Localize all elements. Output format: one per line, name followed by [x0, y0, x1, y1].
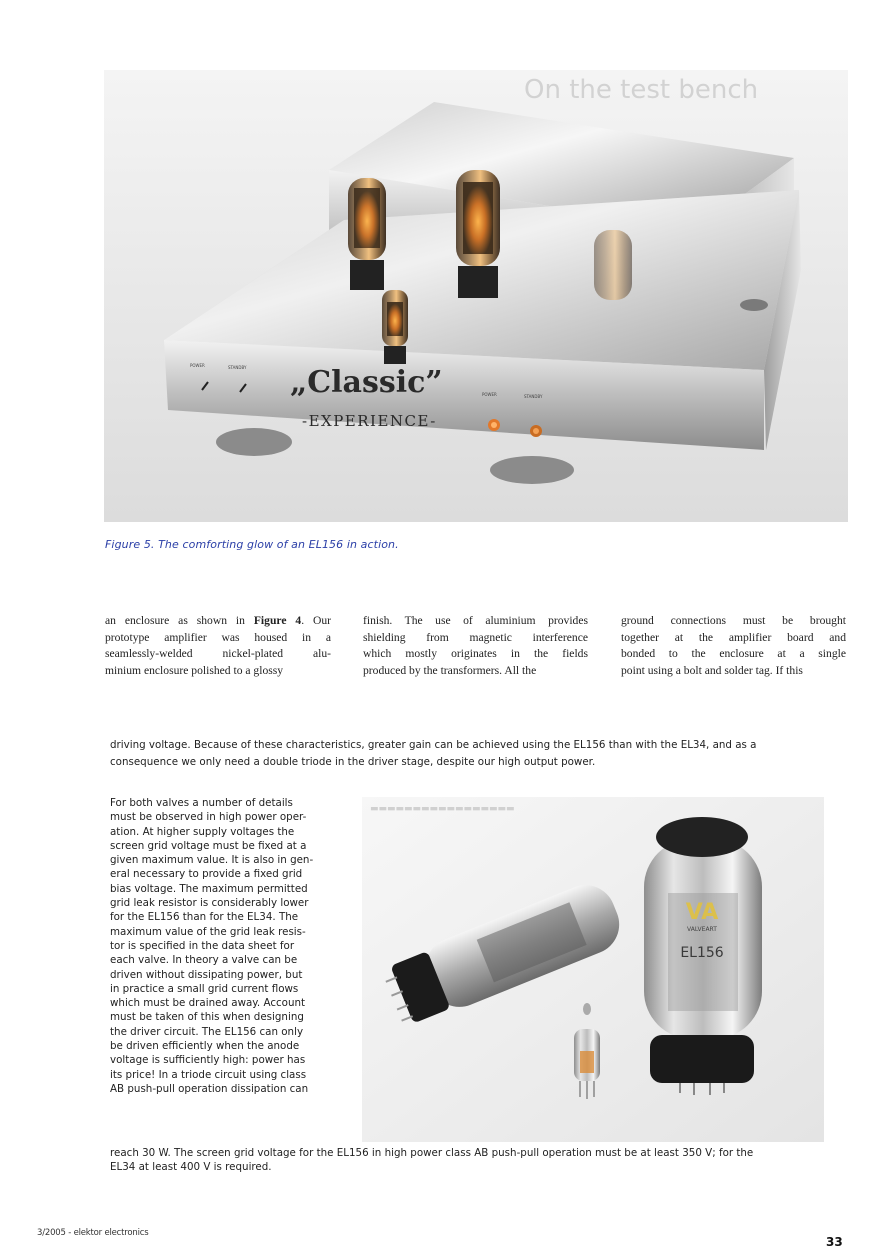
- text-line: driving voltage. Because of these characteristics, greater gain can be achieved using the EL156 than with the EL34, and as a: [110, 739, 757, 751]
- text-line: given maximum value. It is also in gen-: [110, 854, 314, 867]
- figure-5-caption: Figure 5. The comforting glow of an EL156 in action.: [105, 538, 399, 551]
- standby-label: STANDBY: [228, 365, 247, 370]
- text-line: be driven efficiently when the anode: [110, 1040, 300, 1053]
- text-line: an enclosure as shown in Figure 4. Our: [105, 614, 332, 627]
- text-line: AB push-pull operation dissipation can: [110, 1082, 309, 1095]
- text-line: EL34 at least 400 V is required.: [110, 1161, 272, 1174]
- issue-footer: 3/2005 - elektor electronics: [37, 1228, 149, 1238]
- text-line: must be taken of this when designing: [110, 1011, 304, 1024]
- svg-text:POWER: POWER: [482, 392, 497, 397]
- text-line: in practice a small grid current flows: [110, 982, 299, 995]
- text-line: produced by the transformers. All the: [363, 663, 537, 677]
- text-line: shielding from magnetic interference: [363, 630, 588, 644]
- text-line: finish. The use of aluminium provides: [363, 614, 588, 627]
- valve-type-label: EL156: [680, 945, 724, 961]
- text-line: For both valves a number of details: [110, 797, 293, 809]
- text-column-2: [363, 613, 588, 679]
- text-line: each valve. In theory a valve can be: [110, 954, 298, 967]
- text-line: for the EL156 than for the EL34. The: [110, 911, 299, 924]
- text-line: must be observed in high power oper-: [110, 811, 307, 824]
- text-line: grid leak resistor is considerably lower: [110, 897, 309, 910]
- text-column-3: [621, 613, 846, 679]
- figure-reference: Figure 4: [253, 614, 302, 627]
- text-line: reach 30 W. The screen grid voltage for the EL156 in high power class AB push-pull operation must be at least 350 V; for the: [110, 1147, 754, 1159]
- brand-experience: -EXPERIENCE-: [302, 412, 437, 430]
- screen-grid-paragraph: [110, 1146, 830, 1175]
- svg-text:On the test bench: On the test bench: [524, 75, 759, 105]
- text-line: seamlessly-welded nickel-plated alu-: [105, 647, 331, 661]
- text-line: tor is specified in the data sheet for: [110, 939, 295, 952]
- text-line: voltage is sufficiently high: power has: [110, 1054, 306, 1067]
- svg-text:STANDBY: STANDBY: [524, 394, 543, 399]
- text-line: eral necessary to provide a fixed grid: [110, 868, 303, 881]
- text-line: minium enclosure polished to a glossy: [105, 663, 284, 677]
- text-line: ation. At higher supply voltages the: [110, 825, 295, 838]
- text-line: driven without dissipating power, but: [110, 968, 303, 981]
- svg-text:VA: VA: [685, 900, 719, 925]
- text-line: point using a bolt and solder tag. If this: [621, 663, 803, 677]
- page-number: 33: [826, 1235, 843, 1249]
- driving-voltage-paragraph: [110, 737, 830, 770]
- text-line: which mostly originates in the fields: [363, 647, 588, 661]
- power-label: POWER: [190, 363, 205, 368]
- text-line: screen grid voltage must be fixed at a: [110, 839, 307, 852]
- text-line: the driver circuit. The EL156 can only: [110, 1025, 304, 1038]
- figure-5-photo: [104, 70, 848, 522]
- text-line: consequence we only need a double triode in the driver stage, despite our high output power.: [110, 755, 596, 768]
- text-line: its price! In a triode circuit using class: [110, 1068, 307, 1081]
- text-line: bonded to the enclosure at a single: [621, 647, 846, 661]
- text-line: maximum value of the grid leak resis-: [110, 925, 306, 938]
- valve-brand-label: VALVEART: [687, 926, 717, 933]
- svg-text:▬▬▬▬▬▬▬▬▬▬▬▬▬▬▬▬▬: ▬▬▬▬▬▬▬▬▬▬▬▬▬▬▬▬▬: [370, 804, 515, 814]
- brand-classic: „Classic”: [290, 365, 443, 400]
- text-line: together at the amplifier board and: [621, 630, 846, 644]
- text-line: prototype amplifier was housed in a: [105, 630, 331, 644]
- high-power-paragraph: [110, 796, 346, 1096]
- valves-photo: [362, 797, 824, 1142]
- text-column-1: [105, 613, 331, 679]
- text-line: ground connections must be brought: [621, 614, 846, 627]
- text-line: bias voltage. The maximum permitted: [110, 882, 308, 895]
- text-line: which must be drained away. Account: [110, 997, 306, 1010]
